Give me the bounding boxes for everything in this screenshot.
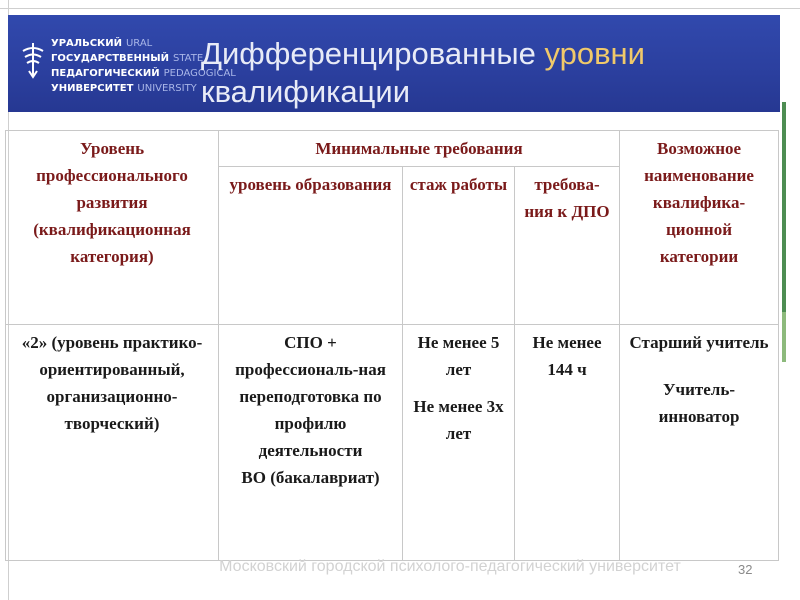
subheader-education: уровень образования <box>219 167 403 325</box>
subheader-dpo: требова-ния к ДПО <box>515 167 620 325</box>
header-category-name: Возможное наименование квалифика-ционной категории <box>620 131 779 325</box>
header-min-requirements: Минимальные требования <box>219 131 620 167</box>
page-number: 32 <box>738 562 753 577</box>
subheader-experience: стаж работы <box>403 167 515 325</box>
logo-line-4: УНИВЕРСИТЕТ UNIVERSITY <box>51 83 197 94</box>
title-accent: уровни <box>544 36 645 71</box>
experience-option-1: Не менее 5 лет <box>417 333 500 379</box>
cell-education <box>219 325 403 561</box>
cell-category <box>620 325 779 561</box>
cell-experience <box>403 325 515 561</box>
logo-line-2: ГОСУДАРСТВЕННЫЙ STATE <box>51 53 204 64</box>
logo-line-1: УРАЛЬСКИЙ URAL <box>51 38 153 49</box>
category-option-2: Учитель-инноватор <box>658 380 740 426</box>
green-accent-bar <box>782 102 786 312</box>
title-part-2: квалификации <box>201 74 411 109</box>
university-emblem-icon <box>20 41 46 79</box>
footer-university: Московский городской психолого-педагогический университет <box>219 558 681 575</box>
university-logo <box>18 29 236 101</box>
qualification-table <box>5 130 779 561</box>
frame-line-top <box>0 8 800 9</box>
education-option-2: ВО (бакалавриат) <box>241 468 380 487</box>
header-level: Уровень профессионального развития (квалификационная категория) <box>6 131 219 325</box>
logo-line-3: ПЕДАГОГИЧЕСКИЙ PEDAGOGICAL <box>51 68 236 79</box>
slide-title <box>201 35 781 111</box>
education-option-1: СПО + профессиональ-ная переподготовка по профилю деятельности <box>235 333 386 460</box>
green-accent-bar-light <box>782 312 786 362</box>
title-part-1: Дифференцированные <box>201 36 545 71</box>
category-option-1: Старший учитель <box>629 333 769 352</box>
cell-dpo: Не менее 144 ч <box>515 325 620 561</box>
experience-option-2: Не менее 3х лет <box>413 397 504 443</box>
slide-header <box>8 15 780 112</box>
cell-level: «2» (уровень практико-ориентированный, организационно-творческий) <box>6 325 219 561</box>
